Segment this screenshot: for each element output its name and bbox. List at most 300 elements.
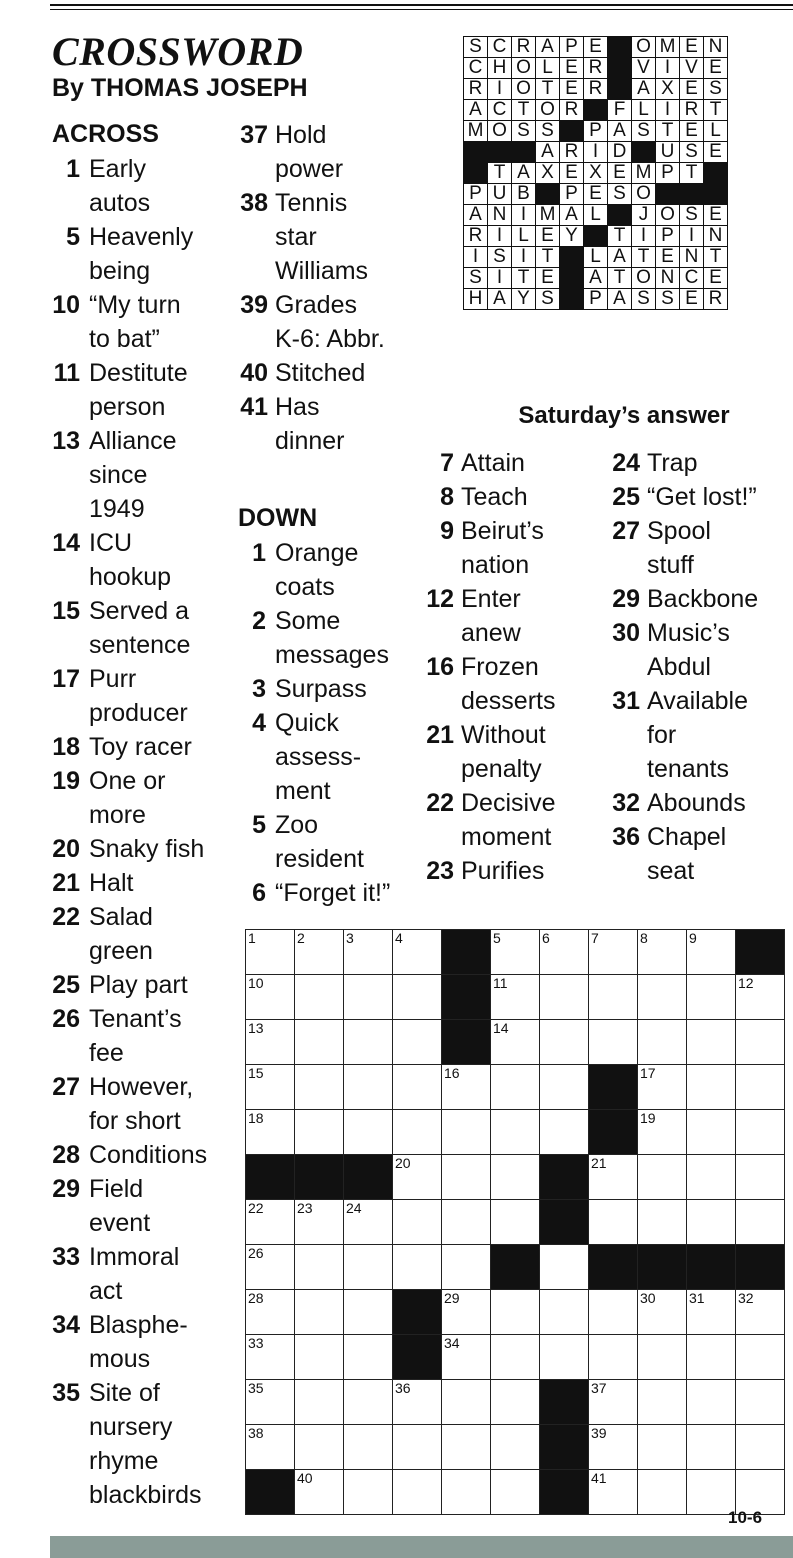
grid-cell[interactable] xyxy=(491,1020,540,1065)
clue-text: ment xyxy=(275,777,331,805)
clue-col3-8 xyxy=(440,480,528,514)
clue-number: 10 xyxy=(52,291,80,319)
grid-cell[interactable] xyxy=(687,1380,736,1425)
clue-text: One or xyxy=(89,767,166,795)
grid-cell[interactable] xyxy=(736,1110,785,1155)
clue-text: Beirut’s xyxy=(461,517,544,545)
clue-text: Attain xyxy=(461,449,525,477)
grid-cell[interactable] xyxy=(638,1200,687,1245)
grid-cell[interactable] xyxy=(638,1020,687,1065)
answer-letter: E xyxy=(704,142,728,163)
clue-text: for short xyxy=(89,1107,181,1135)
cell-number: 12 xyxy=(738,975,754,991)
grid-cell[interactable] xyxy=(295,1200,344,1245)
answer-letter: M xyxy=(536,205,560,226)
grid-cell[interactable] xyxy=(393,1380,442,1425)
grid-cell[interactable] xyxy=(491,1290,540,1335)
grid-cell[interactable] xyxy=(295,1470,344,1515)
clue-text: stuff xyxy=(647,551,694,579)
grid-cell[interactable] xyxy=(344,1335,393,1380)
clue-text: Toy racer xyxy=(89,733,192,761)
grid-cell[interactable] xyxy=(393,930,442,975)
clue-col4-29 xyxy=(612,582,759,616)
clue-number: 28 xyxy=(52,1141,80,1169)
clue-text: rhyme xyxy=(89,1447,159,1475)
clue-number: 2 xyxy=(252,607,266,635)
clue-text: star xyxy=(275,223,317,251)
grid-cell[interactable] xyxy=(540,1335,589,1380)
answer-letter: E xyxy=(680,79,704,100)
grid-cell[interactable] xyxy=(589,1200,638,1245)
answer-letter: R xyxy=(464,226,488,247)
clue-col4-31 xyxy=(612,684,749,786)
grid-cell[interactable] xyxy=(393,1110,442,1155)
clue-col1-33 xyxy=(52,1240,180,1308)
clue-col3-16 xyxy=(426,650,556,718)
grid-cell[interactable] xyxy=(736,1155,785,1200)
cell-number: 6 xyxy=(542,930,550,946)
clue-number: 27 xyxy=(52,1073,80,1101)
answer-letter: S xyxy=(656,289,680,310)
grid-cell[interactable] xyxy=(638,1110,687,1155)
answer-black-square xyxy=(560,268,584,289)
grid-cell[interactable] xyxy=(687,1020,736,1065)
grid-cell[interactable] xyxy=(344,1020,393,1065)
grid-black-square xyxy=(393,1335,442,1380)
clue-col2a-40 xyxy=(240,356,366,390)
clue-text: Heavenly xyxy=(89,223,194,251)
clue-col2b-3 xyxy=(252,672,367,706)
answer-letter: E xyxy=(560,58,584,79)
grid-cell[interactable] xyxy=(540,1110,589,1155)
grid-cell[interactable] xyxy=(442,1380,491,1425)
grid-cell[interactable] xyxy=(638,1425,687,1470)
grid-cell[interactable] xyxy=(736,1425,785,1470)
down-header: DOWN xyxy=(238,504,318,532)
grid-cell[interactable] xyxy=(295,1245,344,1290)
clue-number: 20 xyxy=(52,835,80,863)
grid-cell[interactable] xyxy=(491,1335,540,1380)
clue-text: more xyxy=(89,801,146,829)
grid-cell[interactable] xyxy=(540,1245,589,1290)
grid-cell[interactable] xyxy=(540,1020,589,1065)
clue-number: 34 xyxy=(52,1311,80,1339)
answer-letter: I xyxy=(488,226,512,247)
grid-cell[interactable] xyxy=(736,1020,785,1065)
grid-cell[interactable] xyxy=(638,1470,687,1515)
clue-number: 38 xyxy=(240,189,268,217)
clue-col4-36 xyxy=(612,820,727,888)
grid-cell[interactable] xyxy=(393,975,442,1020)
clue-text: Field xyxy=(89,1175,144,1203)
grid-cell[interactable] xyxy=(295,1380,344,1425)
grid-cell[interactable] xyxy=(736,1335,785,1380)
clue-number: 12 xyxy=(426,585,454,613)
grid-cell[interactable] xyxy=(295,1110,344,1155)
clue-text: Immoral xyxy=(89,1243,180,1271)
clue-col1-17 xyxy=(52,662,188,730)
answer-black-square xyxy=(488,142,512,163)
grid-cell[interactable] xyxy=(393,1020,442,1065)
answer-letter: E xyxy=(560,163,584,184)
grid-cell[interactable] xyxy=(736,1065,785,1110)
grid-cell[interactable] xyxy=(589,1290,638,1335)
clue-text: hookup xyxy=(89,563,172,591)
footer-bar xyxy=(50,1536,793,1558)
answer-black-square xyxy=(584,226,608,247)
clue-text: tenants xyxy=(647,755,730,783)
grid-cell[interactable] xyxy=(687,1335,736,1380)
answer-letter: R xyxy=(560,142,584,163)
clue-number: 26 xyxy=(52,1005,80,1033)
grid-cell[interactable] xyxy=(540,1290,589,1335)
answer-letter: E xyxy=(584,184,608,205)
answer-letter: A xyxy=(584,268,608,289)
grid-black-square xyxy=(295,1155,344,1200)
grid-cell[interactable] xyxy=(344,1425,393,1470)
grid-cell[interactable] xyxy=(687,1065,736,1110)
grid-cell[interactable] xyxy=(344,1245,393,1290)
grid-cell[interactable] xyxy=(491,1110,540,1155)
answer-letter: E xyxy=(656,247,680,268)
clue-number: 29 xyxy=(612,585,640,613)
cell-number: 4 xyxy=(395,930,403,946)
grid-cell[interactable] xyxy=(589,1335,638,1380)
clue-text: Hold xyxy=(275,121,327,149)
answer-letter: T xyxy=(704,100,728,121)
grid-black-square xyxy=(540,1155,589,1200)
cell-number: 13 xyxy=(248,1020,264,1036)
clue-number: 6 xyxy=(252,879,266,907)
clue-col1-18 xyxy=(52,730,192,764)
clue-col4-27 xyxy=(612,514,711,582)
grid-cell[interactable] xyxy=(589,1425,638,1470)
answer-letter: E xyxy=(536,226,560,247)
grid-cell[interactable] xyxy=(442,1200,491,1245)
clue-col1-5 xyxy=(66,220,194,288)
answer-letter: T xyxy=(512,268,536,289)
previous-answer-grid xyxy=(463,36,728,310)
grid-cell[interactable] xyxy=(589,1380,638,1425)
answer-letter: R xyxy=(704,289,728,310)
grid-cell[interactable] xyxy=(393,1425,442,1470)
clue-number: 7 xyxy=(440,449,454,477)
grid-cell[interactable] xyxy=(589,930,638,975)
answer-letter: T xyxy=(632,247,656,268)
answer-letter: P xyxy=(560,184,584,205)
clue-number: 33 xyxy=(52,1243,80,1271)
answer-letter: O xyxy=(656,205,680,226)
answer-letter: A xyxy=(536,37,560,58)
grid-cell[interactable] xyxy=(344,1110,393,1155)
grid-cell[interactable] xyxy=(246,1065,295,1110)
clue-col1-26 xyxy=(52,1002,182,1070)
answer-letter: S xyxy=(536,289,560,310)
cell-number: 37 xyxy=(591,1380,607,1396)
clue-text: Snaky fish xyxy=(89,835,205,863)
answer-letter: A xyxy=(608,247,632,268)
clue-number: 5 xyxy=(66,223,80,251)
grid-cell[interactable] xyxy=(540,1065,589,1110)
grid-cell[interactable] xyxy=(491,1380,540,1425)
answer-letter: M xyxy=(656,37,680,58)
grid-cell[interactable] xyxy=(295,1065,344,1110)
clue-col1-1 xyxy=(66,152,151,220)
cell-number: 35 xyxy=(248,1380,264,1396)
grid-cell[interactable] xyxy=(246,1245,295,1290)
clue-col3-22 xyxy=(426,786,556,854)
clue-text: Zoo xyxy=(275,811,319,839)
grid-cell[interactable] xyxy=(246,1020,295,1065)
grid-cell[interactable] xyxy=(344,1380,393,1425)
grid-cell[interactable] xyxy=(344,975,393,1020)
grid-cell[interactable] xyxy=(442,1470,491,1515)
clue-number: 11 xyxy=(53,359,80,387)
grid-cell[interactable] xyxy=(491,1155,540,1200)
answer-letter: N xyxy=(656,268,680,289)
grid-cell[interactable] xyxy=(540,975,589,1020)
clue-text: Tennis xyxy=(275,189,348,217)
clue-col1-35 xyxy=(52,1376,202,1512)
clue-number: 22 xyxy=(426,789,454,817)
cell-number: 5 xyxy=(493,930,501,946)
clue-text: Halt xyxy=(89,869,134,897)
answer-letter: E xyxy=(704,205,728,226)
answer-letter: O xyxy=(488,121,512,142)
answer-letter: X xyxy=(656,79,680,100)
cell-number: 32 xyxy=(738,1290,754,1306)
answer-black-square xyxy=(560,289,584,310)
grid-cell[interactable] xyxy=(638,1290,687,1335)
clue-col1-28 xyxy=(52,1138,208,1172)
grid-cell[interactable] xyxy=(246,1335,295,1380)
grid-cell[interactable] xyxy=(442,1245,491,1290)
answer-letter: I xyxy=(512,205,536,226)
grid-cell[interactable] xyxy=(295,975,344,1020)
answer-letter: E xyxy=(680,289,704,310)
answer-letter: S xyxy=(464,37,488,58)
previous-answer-caption: Saturday’s answer xyxy=(518,402,730,429)
answer-letter: L xyxy=(536,58,560,79)
answer-letter: S xyxy=(488,247,512,268)
answer-black-square xyxy=(464,163,488,184)
grid-cell[interactable] xyxy=(638,1335,687,1380)
grid-cell[interactable] xyxy=(491,1200,540,1245)
grid-cell[interactable] xyxy=(246,1290,295,1335)
answer-letter: C xyxy=(680,268,704,289)
grid-cell[interactable] xyxy=(344,1290,393,1335)
clue-col1-34 xyxy=(52,1308,188,1376)
grid-cell[interactable] xyxy=(393,1470,442,1515)
cell-number: 38 xyxy=(248,1425,264,1441)
clue-text: producer xyxy=(89,699,188,727)
clue-col3-9 xyxy=(440,514,544,582)
grid-cell[interactable] xyxy=(589,1155,638,1200)
answer-letter: C xyxy=(488,37,512,58)
grid-black-square xyxy=(442,1020,491,1065)
grid-cell[interactable] xyxy=(638,975,687,1020)
answer-letter: L xyxy=(584,247,608,268)
grid-cell[interactable] xyxy=(687,930,736,975)
grid-cell[interactable] xyxy=(442,1335,491,1380)
clue-col2a-38 xyxy=(240,186,369,288)
clue-text: Frozen xyxy=(461,653,539,681)
grid-cell[interactable] xyxy=(589,1470,638,1515)
answer-letter: I xyxy=(632,226,656,247)
grid-cell[interactable] xyxy=(344,930,393,975)
clue-text: fee xyxy=(89,1039,124,1067)
answer-letter: O xyxy=(512,58,536,79)
cell-number: 39 xyxy=(591,1425,607,1441)
grid-cell[interactable] xyxy=(687,1200,736,1245)
clue-text: for xyxy=(647,721,677,749)
cell-number: 7 xyxy=(591,930,599,946)
answer-black-square xyxy=(464,142,488,163)
grid-cell[interactable] xyxy=(393,1155,442,1200)
clue-text: Decisive xyxy=(461,789,556,817)
grid-cell[interactable] xyxy=(491,1065,540,1110)
clue-text: K-6: Abbr. xyxy=(275,325,385,353)
answer-letter: T xyxy=(512,100,536,121)
grid-cell[interactable] xyxy=(687,975,736,1020)
clue-text: Surpass xyxy=(275,675,367,703)
answer-letter: P xyxy=(656,226,680,247)
answer-letter: C xyxy=(488,100,512,121)
clue-text: resident xyxy=(275,845,364,873)
grid-cell[interactable] xyxy=(491,1470,540,1515)
grid-cell[interactable] xyxy=(246,1380,295,1425)
cell-number: 2 xyxy=(297,930,305,946)
grid-cell[interactable] xyxy=(589,975,638,1020)
clue-col1-10 xyxy=(52,288,181,356)
grid-cell[interactable] xyxy=(442,1290,491,1335)
grid-cell[interactable] xyxy=(246,1110,295,1155)
clue-col2a-37 xyxy=(240,118,344,186)
clue-col1-29 xyxy=(52,1172,151,1240)
clue-number: 14 xyxy=(52,529,80,557)
grid-cell[interactable] xyxy=(393,1245,442,1290)
answer-letter: I xyxy=(656,100,680,121)
answer-black-square xyxy=(680,184,704,205)
grid-cell[interactable] xyxy=(442,1155,491,1200)
answer-letter: I xyxy=(512,247,536,268)
grid-cell[interactable] xyxy=(687,1110,736,1155)
grid-cell[interactable] xyxy=(638,1065,687,1110)
clue-text: Enter xyxy=(461,585,521,613)
grid-cell[interactable] xyxy=(687,1425,736,1470)
clue-text: assess- xyxy=(275,743,362,771)
clue-col1-14 xyxy=(52,526,172,594)
answer-letter: S xyxy=(464,268,488,289)
answer-letter: R xyxy=(512,37,536,58)
answer-letter: Y xyxy=(512,289,536,310)
clue-text: anew xyxy=(461,619,521,647)
clue-text: messages xyxy=(275,641,389,669)
clue-text: being xyxy=(89,257,151,285)
answer-letter: E xyxy=(680,37,704,58)
grid-cell[interactable] xyxy=(736,1200,785,1245)
answer-letter: Y xyxy=(560,226,584,247)
grid-cell[interactable] xyxy=(589,1020,638,1065)
grid-cell[interactable] xyxy=(344,1470,393,1515)
answer-letter: H xyxy=(464,289,488,310)
grid-cell[interactable] xyxy=(442,1425,491,1470)
clue-number: 18 xyxy=(52,733,80,761)
answer-letter: T xyxy=(656,121,680,142)
answer-letter: T xyxy=(680,163,704,184)
clue-text: Early xyxy=(89,155,146,183)
grid-cell[interactable] xyxy=(344,1200,393,1245)
grid-cell[interactable] xyxy=(736,975,785,1020)
grid-cell[interactable] xyxy=(491,1425,540,1470)
grid-cell[interactable] xyxy=(638,930,687,975)
clue-col3-7 xyxy=(440,446,525,480)
cell-number: 14 xyxy=(493,1020,509,1036)
answer-letter: O xyxy=(632,184,656,205)
clue-text: Abdul xyxy=(647,653,711,681)
clue-col1-27 xyxy=(52,1070,194,1138)
grid-cell[interactable] xyxy=(540,930,589,975)
grid-cell[interactable] xyxy=(344,1065,393,1110)
grid-cell[interactable] xyxy=(246,1200,295,1245)
grid-cell[interactable] xyxy=(442,1110,491,1155)
grid-cell[interactable] xyxy=(491,975,540,1020)
grid-cell[interactable] xyxy=(246,975,295,1020)
clue-text: nation xyxy=(461,551,530,579)
grid-cell[interactable] xyxy=(295,930,344,975)
grid-cell[interactable] xyxy=(295,1425,344,1470)
grid-cell[interactable] xyxy=(687,1155,736,1200)
clue-text: Salad xyxy=(89,903,153,931)
grid-cell[interactable] xyxy=(295,1290,344,1335)
clue-col2b-5 xyxy=(252,808,364,876)
answer-letter: M xyxy=(632,163,656,184)
clue-text: Abounds xyxy=(647,789,746,817)
grid-cell[interactable] xyxy=(638,1155,687,1200)
answer-letter: M xyxy=(464,121,488,142)
grid-cell[interactable] xyxy=(442,1065,491,1110)
clue-col1-15 xyxy=(52,594,191,662)
answer-letter: R xyxy=(584,79,608,100)
clue-text: autos xyxy=(89,189,151,217)
grid-cell[interactable] xyxy=(393,1200,442,1245)
clue-number: 1 xyxy=(66,155,80,183)
clue-text: moment xyxy=(461,823,552,851)
grid-cell[interactable] xyxy=(246,930,295,975)
answer-black-square xyxy=(512,142,536,163)
grid-cell[interactable] xyxy=(295,1020,344,1065)
grid-cell[interactable] xyxy=(736,1290,785,1335)
grid-cell[interactable] xyxy=(736,1380,785,1425)
grid-cell[interactable] xyxy=(246,1425,295,1470)
clue-col4-32 xyxy=(612,786,746,820)
answer-letter: E xyxy=(560,79,584,100)
clue-col1-19 xyxy=(52,764,166,832)
cell-number: 18 xyxy=(248,1110,264,1126)
clue-col2a-41 xyxy=(240,390,345,458)
grid-cell[interactable] xyxy=(638,1380,687,1425)
grid-cell[interactable] xyxy=(687,1290,736,1335)
answer-letter: X xyxy=(584,163,608,184)
grid-cell[interactable] xyxy=(393,1065,442,1110)
grid-cell[interactable] xyxy=(491,930,540,975)
clue-col1-13 xyxy=(52,424,177,526)
answer-letter: L xyxy=(512,226,536,247)
grid-cell[interactable] xyxy=(295,1335,344,1380)
answer-letter: H xyxy=(488,58,512,79)
answer-letter: N xyxy=(704,37,728,58)
answer-letter: X xyxy=(536,163,560,184)
